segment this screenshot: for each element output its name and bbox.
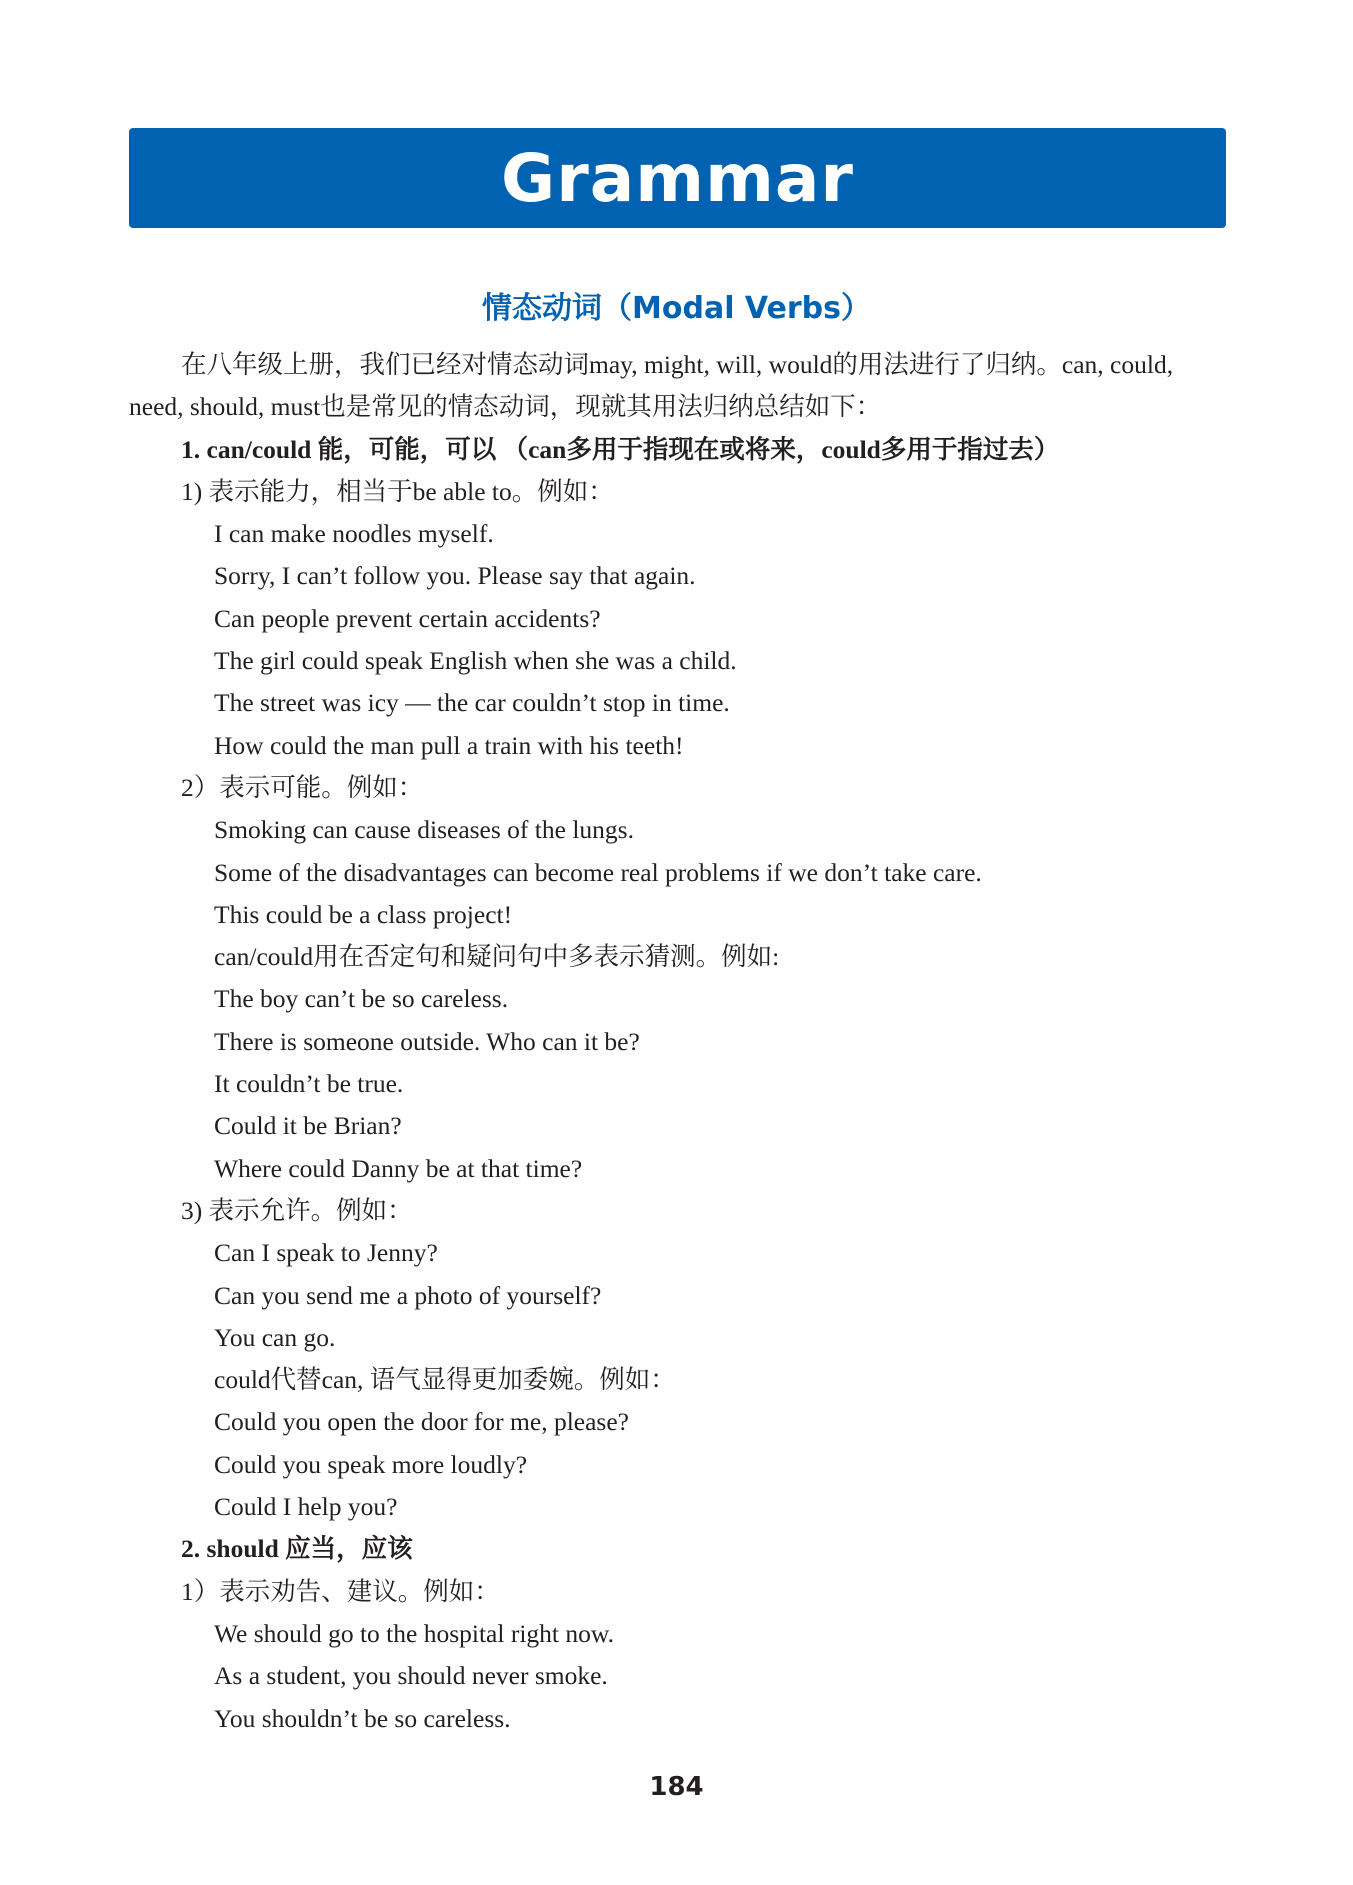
subsection-heading: 2）表示可能。例如：: [181, 772, 424, 802]
example-line: You can go.: [214, 1322, 336, 1352]
subsection-heading: 3) 表示允许。例如：: [181, 1195, 413, 1225]
subsection-heading: 1) 表示能力，相当于be able to。例如：: [181, 476, 614, 506]
example-line: Can I speak to Jenny?: [214, 1238, 438, 1268]
example-line: could代替can, 语气显得更加委婉。例如：: [214, 1365, 676, 1395]
example-line: It couldn’t be true.: [214, 1069, 404, 1099]
example-line: Could I help you?: [214, 1492, 398, 1522]
example-line: Sorry, I can’t follow you. Please say that again.: [214, 561, 696, 591]
example-line: Could it be Brian?: [214, 1111, 402, 1141]
example-line: The boy can’t be so careless.: [214, 984, 509, 1014]
example-line: The street was icy — the car couldn’t stop in time.: [214, 688, 730, 718]
section-title-cn-close: ）: [840, 291, 871, 326]
example-line: There is someone outside. Who can it be?: [214, 1026, 640, 1056]
example-line: As a student, you should never smoke.: [214, 1661, 608, 1691]
grammar-content: [129, 344, 1226, 1740]
example-line: Can you send me a photo of yourself?: [214, 1280, 602, 1310]
section-heading: 2. should 应当，应该: [181, 1534, 413, 1564]
example-line: How could the man pull a train with his teeth!: [214, 730, 684, 760]
example-line: We should go to the hospital right now.: [214, 1618, 615, 1648]
section-heading: 1. can/could 能，可能，可以 （can多用于指现在或将来，could多用于指过去）: [181, 434, 1060, 464]
example-line: Smoking can cause diseases of the lungs.: [214, 815, 634, 845]
example-line: I can make noodles myself.: [214, 519, 494, 549]
grammar-banner: [129, 128, 1226, 228]
intro-line-2: need, should, must也是常见的情态动词，现就其用法归纳总结如下：: [129, 392, 882, 422]
subsection-heading: 1）表示劝告、建议。例如：: [181, 1576, 500, 1606]
example-line: can/could用在否定句和疑问句中多表示猜测。例如:: [214, 942, 780, 972]
example-line: Some of the disadvantages can become real problems if we don’t take care.: [214, 857, 982, 887]
example-line: Could you open the door for me, please?: [214, 1407, 629, 1437]
banner-title: Grammar: [501, 139, 854, 217]
section-title: [0, 283, 1353, 327]
example-line: Can people prevent certain accidents?: [214, 603, 601, 633]
example-line: The girl could speak English when she was a child.: [214, 646, 737, 676]
example-line: You shouldn’t be so careless.: [214, 1703, 511, 1733]
section-title-en: Modal Verbs: [632, 291, 841, 326]
intro-line-1: 在八年级上册，我们已经对情态动词may, might, will, would的用法进行了归纳。can, could,: [181, 350, 1174, 379]
example-line: This could be a class project!: [214, 899, 513, 929]
page-number: 184: [649, 1772, 704, 1802]
section-title-cn-open: 情态动词（: [482, 291, 633, 326]
example-line: Where could Danny be at that time?: [214, 1153, 583, 1183]
example-line: Could you speak more loudly?: [214, 1449, 528, 1479]
